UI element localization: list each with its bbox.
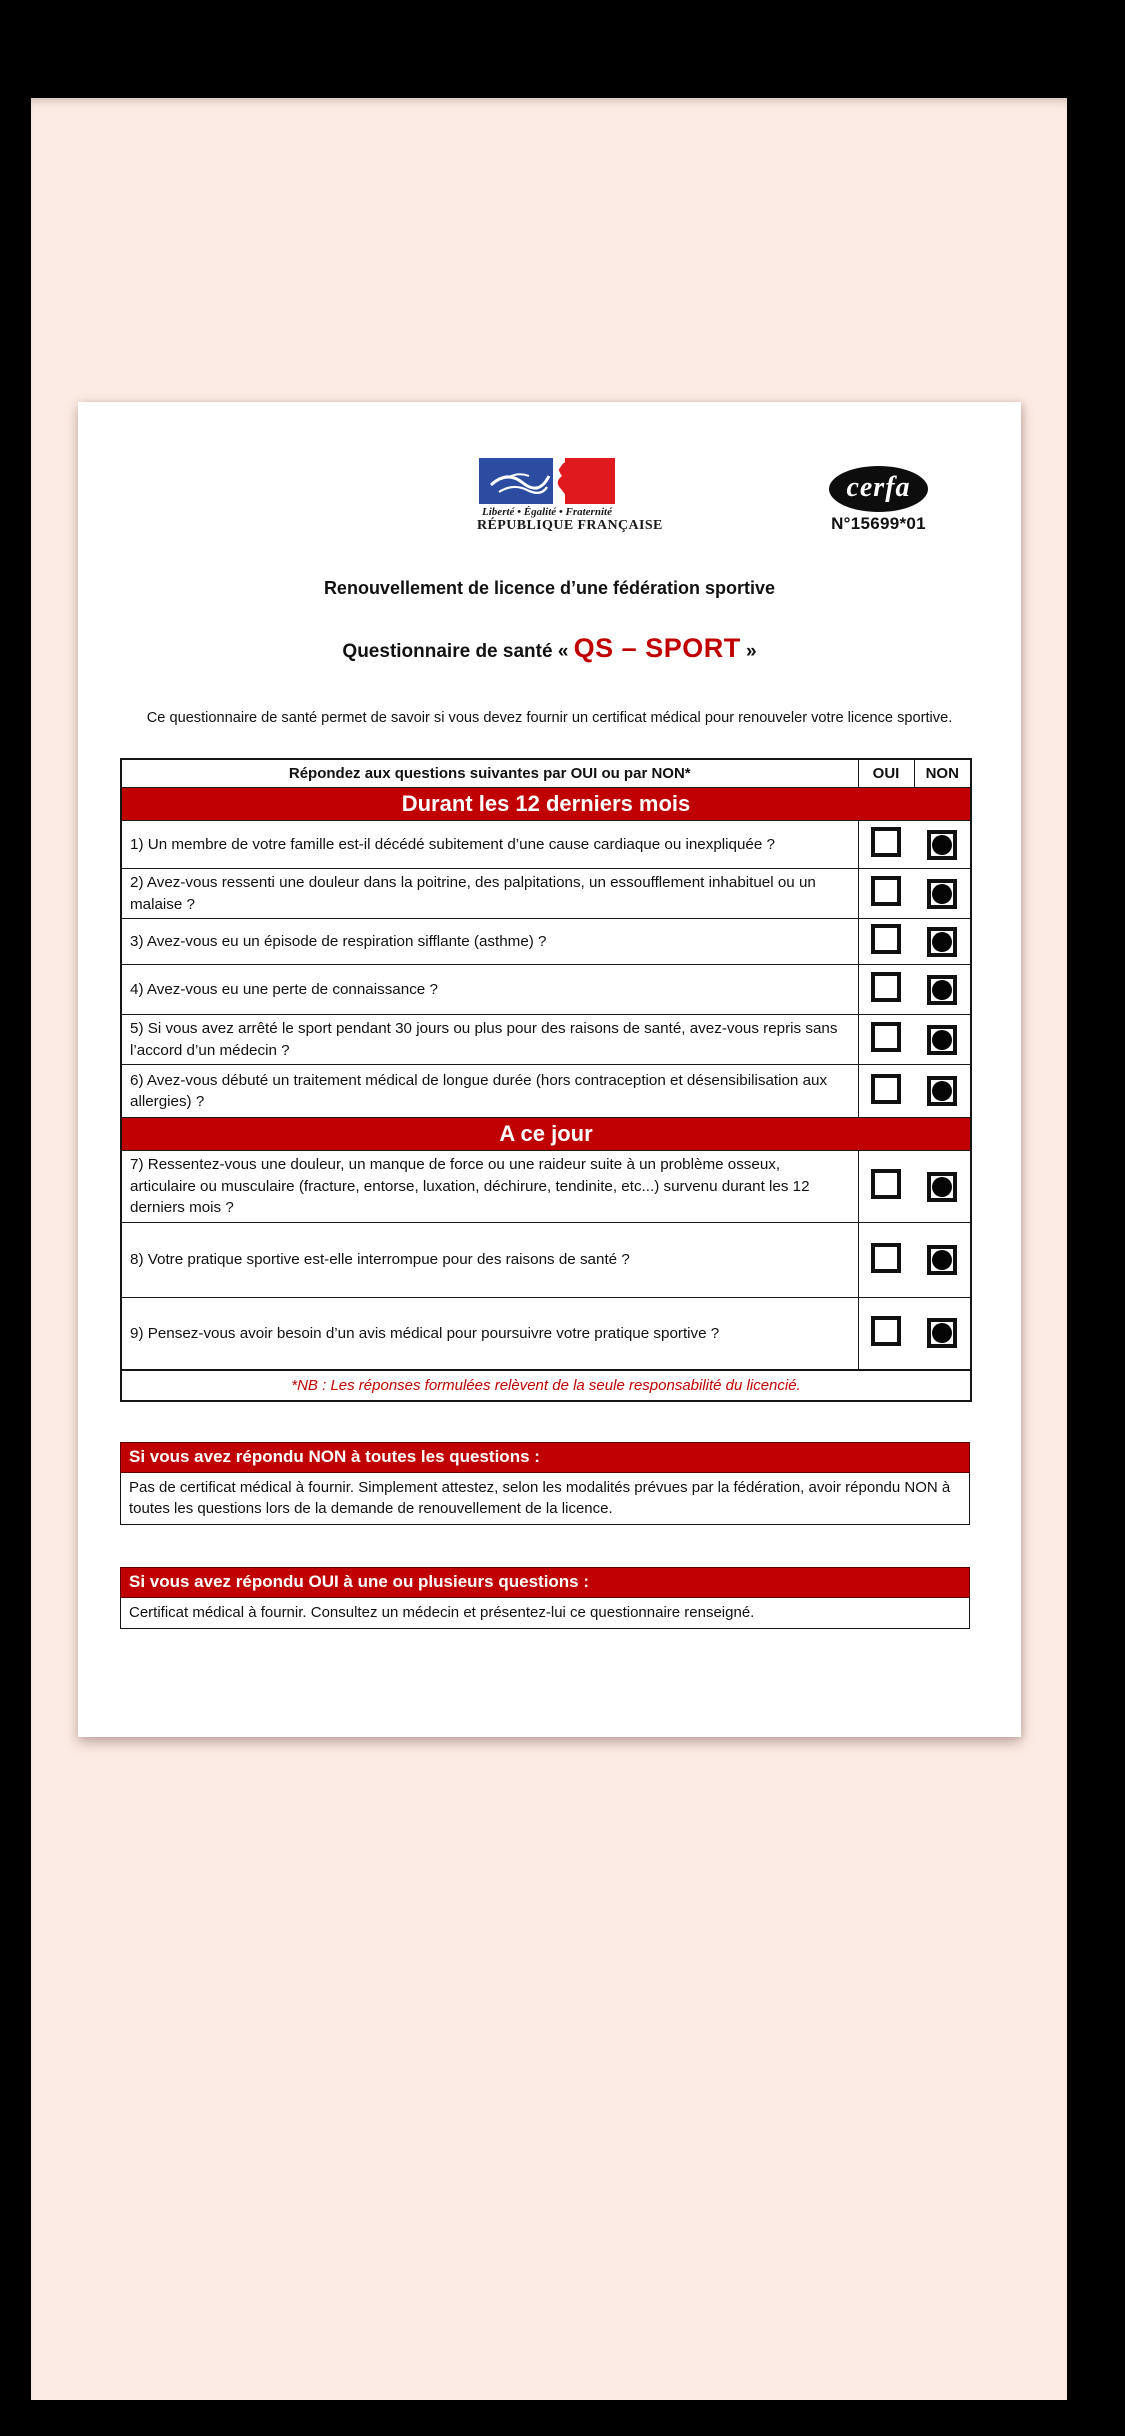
question-text: 1) Un membre de votre famille est-il décédé subitement d’une cause cardiaque ou inexpliquée ? — [121, 821, 858, 869]
checkbox-mark — [932, 1250, 952, 1270]
non-checkbox[interactable] — [927, 1172, 957, 1202]
question-row — [121, 919, 971, 965]
oui-checkbox[interactable] — [871, 1022, 901, 1052]
republique-francaise-logo — [477, 458, 663, 534]
question-text: 5) Si vous avez arrêté le sport pendant 30 jours ou plus pour des raisons de santé, avez-vous repris sans l’accord d’un médecin ? — [121, 1015, 858, 1065]
oui-checkbox[interactable] — [871, 1169, 901, 1199]
non-checkbox[interactable] — [927, 927, 957, 957]
table-header-question: Répondez aux questions suivantes par OUI ou par NON* — [121, 759, 858, 788]
checkbox-mark — [932, 884, 952, 904]
marianne-motto: Liberté • Égalité • Fraternité — [482, 506, 612, 518]
cerfa-ellipse-icon — [829, 466, 928, 512]
question-row — [121, 1151, 971, 1223]
checkbox-mark — [932, 835, 952, 855]
question-text: 2) Avez-vous ressenti une douleur dans la poitrine, des palpitations, un essoufflement inhabituel ou un malaise ? — [121, 869, 858, 919]
health-questionnaire-table — [120, 758, 972, 1402]
checkbox-mark — [932, 1081, 952, 1101]
cerfa-form-page — [78, 402, 1021, 1737]
question-text: 7) Ressentez-vous une douleur, un manque de force ou une raideur suite à un problème osseux, articulaire ou musculaire (fracture, entorse, luxation, déchirure, tendinite, etc...) survenu durant les 12 derniers mois ? — [121, 1151, 858, 1223]
checkbox-mark — [932, 1177, 952, 1197]
marianne-republic-text: RÉPUBLIQUE FRANÇAISE — [477, 518, 663, 533]
oui-checkbox[interactable] — [871, 827, 901, 857]
section-band-row — [121, 1118, 971, 1151]
intro-text: Ce questionnaire de santé permet de savoir si vous devez fournir un certificat médical pour renouveler votre licence sportive. — [146, 710, 953, 726]
question-text: 3) Avez-vous eu un épisode de respiration sifflante (asthme) ? — [121, 919, 858, 965]
non-checkbox[interactable] — [927, 830, 957, 860]
non-checkbox[interactable] — [927, 1076, 957, 1106]
table-footnote: *NB : Les réponses formulées relèvent de la seule responsabilité du licencié. — [121, 1370, 971, 1401]
outcome-title: Si vous avez répondu NON à toutes les questions : — [120, 1442, 970, 1473]
question-row — [121, 1298, 971, 1370]
document-viewer-background — [31, 98, 1067, 2400]
checkbox-mark — [932, 1030, 952, 1050]
non-checkbox[interactable] — [927, 1245, 957, 1275]
oui-checkbox[interactable] — [871, 1316, 901, 1346]
form-subtitle — [78, 633, 1021, 664]
question-row — [121, 821, 971, 869]
marianne-flag-icon — [479, 458, 615, 504]
cerfa-logo — [821, 466, 936, 534]
checkbox-mark — [932, 932, 952, 952]
oui-checkbox[interactable] — [871, 1243, 901, 1273]
question-row — [121, 1223, 971, 1298]
question-row — [121, 965, 971, 1015]
header-logos — [78, 458, 1021, 548]
subtitle-highlight: QS – SPORT — [573, 633, 741, 663]
section-band-title: A ce jour — [121, 1118, 971, 1151]
subtitle-suffix: » — [740, 641, 757, 662]
outcome-body: Pas de certificat médical à fournir. Simplement attestez, selon les modalités prévues par la fédération, avoir répondu NON à toutes les questions lors de la demande de renouvellement de la licence. — [120, 1473, 970, 1526]
section-band-row — [121, 788, 971, 821]
outcome-box — [120, 1567, 970, 1629]
non-checkbox[interactable] — [927, 879, 957, 909]
table-header-row — [121, 759, 971, 788]
question-text: 8) Votre pratique sportive est-elle interrompue pour des raisons de santé ? — [121, 1223, 858, 1298]
checkbox-mark — [932, 980, 952, 1000]
oui-checkbox[interactable] — [871, 924, 901, 954]
table-header-oui: OUI — [858, 759, 914, 788]
question-row — [121, 1015, 971, 1065]
question-text: 4) Avez-vous eu une perte de connaissance ? — [121, 965, 858, 1015]
question-text: 9) Pensez-vous avoir besoin d’un avis médical pour poursuivre votre pratique sportive ? — [121, 1298, 858, 1370]
section-band-title: Durant les 12 derniers mois — [121, 788, 971, 821]
form-title: Renouvellement de licence d’une fédération sportive — [323, 578, 776, 598]
question-row — [121, 1065, 971, 1118]
cerfa-wordmark: cerfa — [846, 472, 911, 503]
table-header-non: NON — [914, 759, 971, 788]
footnote-row — [121, 1370, 971, 1401]
oui-checkbox[interactable] — [871, 972, 901, 1002]
cerfa-form-number: N°15699*01 — [831, 514, 926, 533]
outcome-sections — [78, 1442, 1021, 1630]
question-row — [121, 869, 971, 919]
question-text: 6) Avez-vous débuté un traitement médical de longue durée (hors contraception et désensibilisation aux allergies) ? — [121, 1065, 858, 1118]
oui-checkbox[interactable] — [871, 876, 901, 906]
non-checkbox[interactable] — [927, 975, 957, 1005]
non-checkbox[interactable] — [927, 1318, 957, 1348]
checkbox-mark — [932, 1323, 952, 1343]
outcome-title: Si vous avez répondu OUI à une ou plusieurs questions : — [120, 1567, 970, 1598]
non-checkbox[interactable] — [927, 1025, 957, 1055]
outcome-box — [120, 1442, 970, 1526]
oui-checkbox[interactable] — [871, 1074, 901, 1104]
subtitle-prefix: Questionnaire de santé « — [342, 641, 574, 662]
outcome-body: Certificat médical à fournir. Consultez un médecin et présentez-lui ce questionnaire renseigné. — [120, 1598, 970, 1629]
